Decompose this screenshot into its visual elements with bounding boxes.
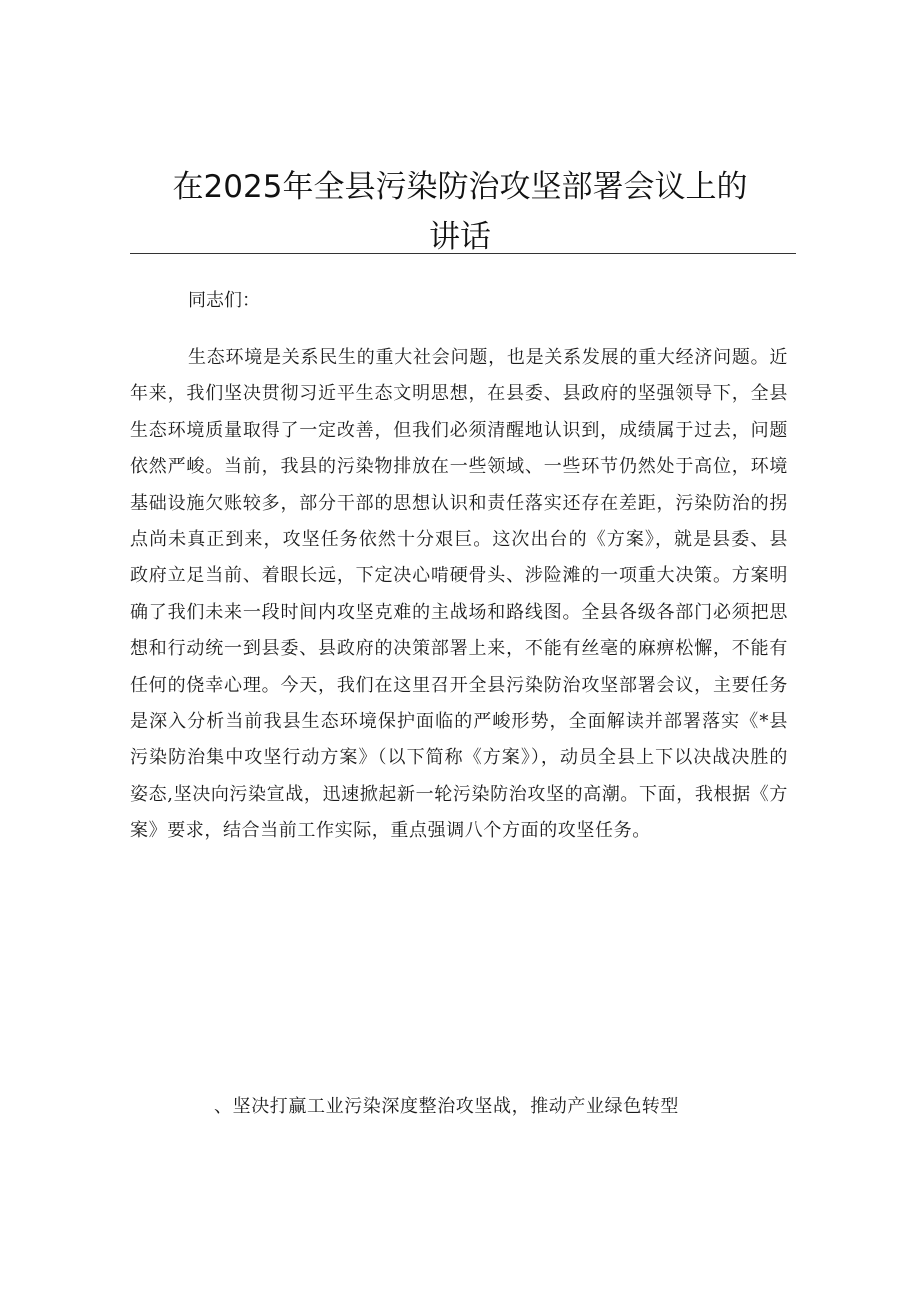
section-heading: 、坚决打赢工业污染深度整治攻坚战，推动产业绿色转型 <box>214 1096 679 1117</box>
salutation: 同志们： <box>188 290 260 311</box>
body-paragraph: 生态环境是关系民生的重大社会问题，也是关系发展的重大经济问题。近年来，我们坚决贯彻习近平生态文明思想，在县委、县政府的坚强领导下，全县生态环境质量取得了一定改善，但我们必须清醒地认识到，成绩属于过去，问题依然严峻。当前，我县的污染物排放在一些领域、一些环节仍然处于高位，环境基础设施欠账较多，部分干部的思想认识和责任落实还存在差距，污染防治的拐点尚未真正到来，攻坚任务依然十分艰巨。这次出台的《方案》，就是县委、县政府立足当前、着眼长远，下定决心啃硬骨头、涉险滩的一项重大决策。方案明确了我们未来一段时间内攻坚克难的主战场和路线图。全县各级各部门必须把思想和行动统一到县委、县政府的决策部署上来，不能有丝毫的麻痹松懈，不能有任何的侥幸心理。今天，我们在这里召开全县污染防治攻坚部署会议，主要任务是深入分析当前我县生态环境保护面临的严峻形势，全面解读并部署落实《*县污染防治集中攻坚行动方案》（以下简称《方案》），动员全县上下以决战决胜的姿态,坚决向污染宣战，迅速掀起新一轮污染防治攻坚的高潮。下面，我根据《方案》要求，结合当前工作实际，重点强调八个方面的攻坚任务。 <box>130 347 788 842</box>
document-title: 在2025年全县污染防治攻坚部署会议上的讲话 <box>172 169 748 255</box>
title-divider <box>130 253 796 254</box>
